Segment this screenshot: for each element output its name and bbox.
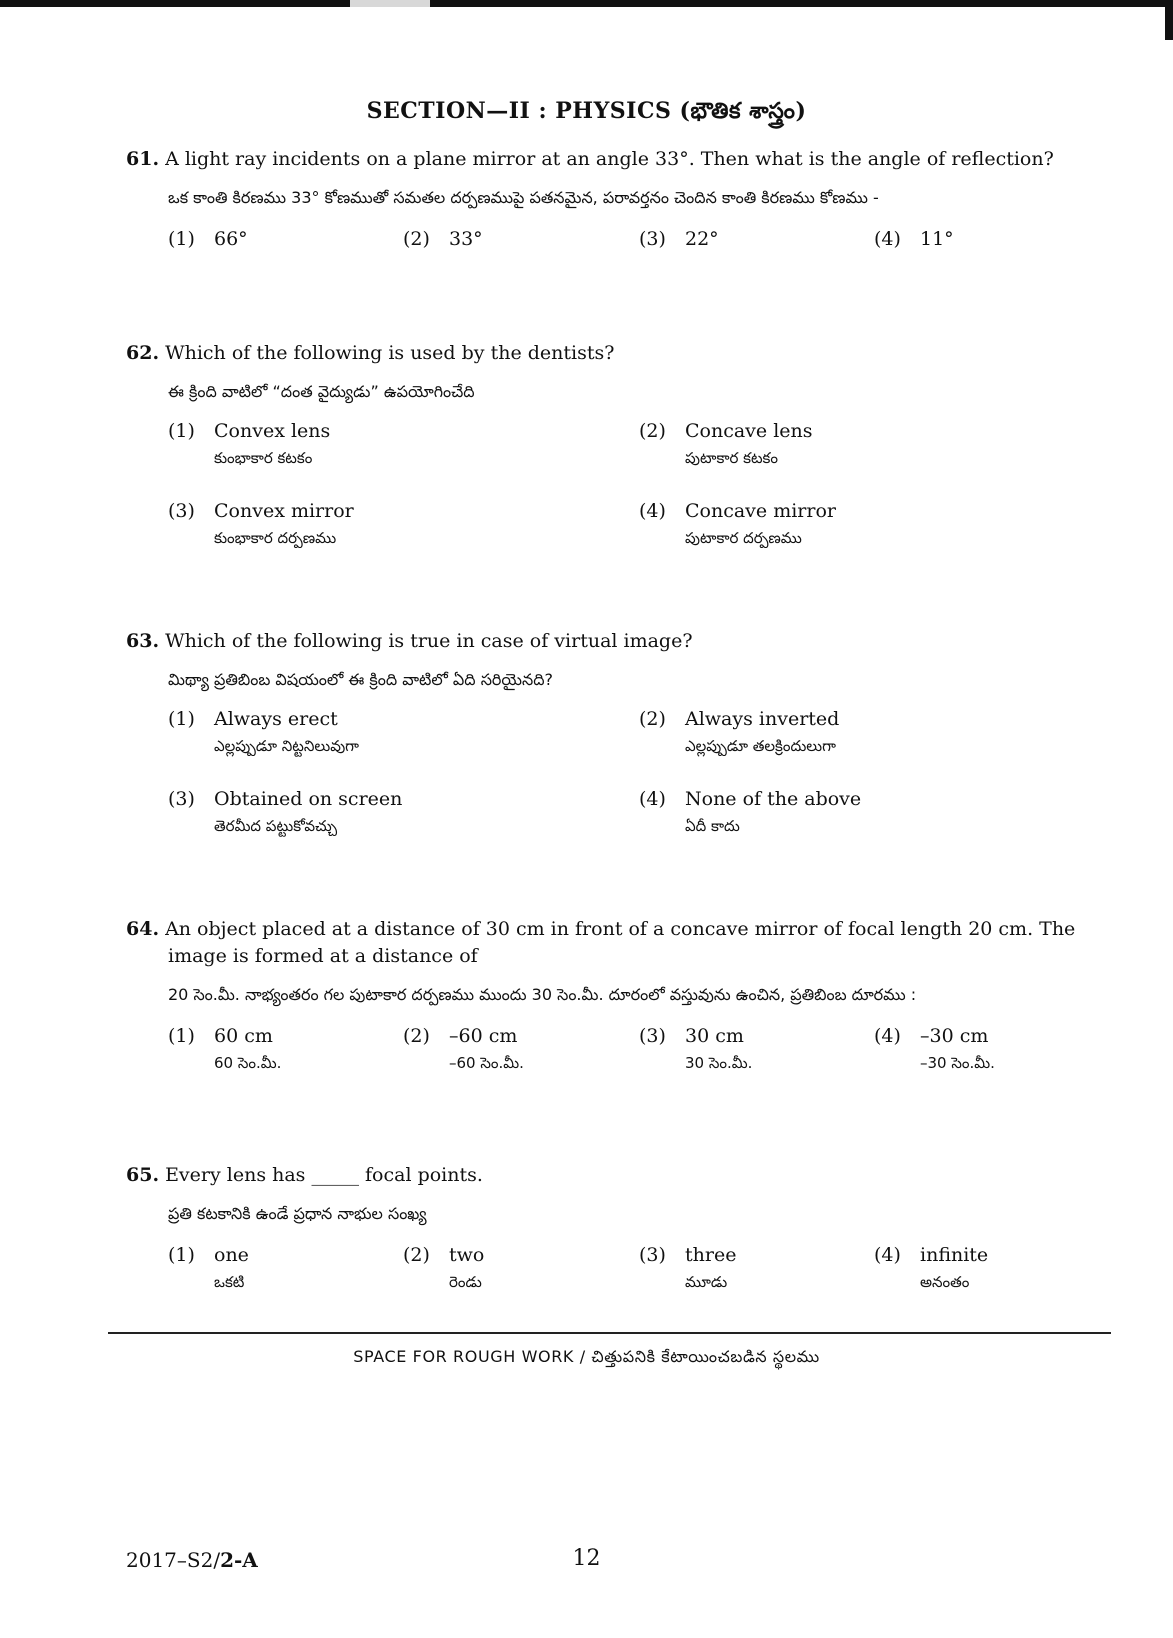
- option-text: 30 cm: [685, 1025, 744, 1047]
- options: [126, 705, 1116, 865]
- options: [126, 225, 1116, 259]
- option-number: (3): [168, 500, 195, 522]
- option-text: None of the above: [685, 788, 862, 810]
- option-number: (3): [639, 228, 666, 250]
- option-text: Concave mirror: [685, 500, 836, 522]
- option-number: (3): [639, 1025, 666, 1047]
- option-telugu: –30 సెం.మీ.: [920, 1054, 995, 1072]
- question-number: 63.: [126, 630, 160, 652]
- option-telugu: కుంభాకార కటకం: [214, 449, 313, 467]
- option-text: Convex mirror: [214, 500, 354, 522]
- option-number: (2): [403, 228, 430, 250]
- question-telugu: ఈ క్రింది వాటిలో “దంత వైద్యుడు” ఉపయోగించేది: [168, 382, 475, 401]
- option-text: 11°: [920, 228, 954, 250]
- scan-right-border: [1165, 0, 1173, 40]
- question-telugu: ప్రతి కటకానికి ఉండే ప్రధాన నాభుల సంఖ్య: [168, 1204, 427, 1223]
- paper-code-prefix: 2017–S2/: [126, 1548, 221, 1572]
- question-65: [126, 1162, 1116, 1301]
- option-telugu: కుంభాకార దర్పణము: [214, 529, 337, 547]
- option-number: (2): [639, 708, 666, 730]
- option-1: [168, 417, 330, 471]
- option-text: 33°: [449, 228, 483, 250]
- rough-work-label: SPACE FOR ROUGH WORK / చిత్తుపనికి కేటాయించబడిన స్థలము: [353, 1347, 820, 1366]
- option-3: [168, 785, 402, 839]
- options: [126, 1241, 1116, 1301]
- question-61: [126, 146, 1116, 259]
- option-4: [874, 225, 954, 253]
- option-telugu: అనంతం: [920, 1273, 970, 1291]
- options: [126, 417, 1116, 577]
- question-63: [126, 628, 1116, 865]
- rough-work-divider: [108, 1332, 1111, 1334]
- option-telugu: మూడు: [685, 1273, 728, 1291]
- option-number: (3): [639, 1244, 666, 1266]
- option-number: (4): [874, 1025, 901, 1047]
- option-telugu: 30 సెం.మీ.: [685, 1054, 753, 1072]
- option-number: (2): [639, 420, 666, 442]
- option-number: (3): [168, 788, 195, 810]
- question-62: [126, 340, 1116, 577]
- question-english: Every lens has _____ focal points.: [165, 1164, 483, 1186]
- option-2: [639, 705, 839, 759]
- option-4: [874, 1022, 995, 1076]
- option-telugu: ఒకటి: [214, 1273, 245, 1291]
- option-telugu: పుటాకార కటకం: [685, 449, 778, 467]
- option-3: [168, 497, 354, 551]
- option-1: [168, 1022, 281, 1076]
- option-number: (1): [168, 1025, 195, 1047]
- option-1: [168, 705, 359, 759]
- option-1: [168, 225, 248, 253]
- scan-top-border: [0, 0, 1173, 7]
- option-text: two: [449, 1244, 485, 1266]
- option-number: (4): [874, 228, 901, 250]
- option-number: (1): [168, 420, 195, 442]
- option-text: 22°: [685, 228, 719, 250]
- question-number: 61.: [126, 148, 160, 170]
- option-text: infinite: [920, 1244, 989, 1266]
- option-number: (1): [168, 228, 195, 250]
- option-2: [403, 225, 483, 253]
- question-english: A light ray incidents on a plane mirror at an angle 33°. Then what is the angle of reflection?: [165, 148, 1054, 170]
- option-text: Always erect: [214, 708, 338, 730]
- option-telugu: ఎల్లప్పుడూ నిట్టనిలువుగా: [214, 737, 359, 755]
- question-english: Which of the following is true in case of virtual image?: [165, 630, 693, 652]
- options-row: [126, 417, 1116, 497]
- option-telugu: 60 సెం.మీ.: [214, 1054, 282, 1072]
- option-4: [874, 1241, 988, 1295]
- options-row: [126, 785, 1116, 865]
- question-english: An object placed at a distance of 30 cm in front of a concave mirror of focal length 20 cm. The image is formed at a distance of: [165, 918, 1076, 967]
- question-text: [126, 916, 1116, 970]
- question-english: Which of the following is used by the dentists?: [165, 342, 615, 364]
- page-number: 12: [572, 1546, 601, 1571]
- paper-code-suffix: 2-A: [220, 1548, 258, 1572]
- option-text: Concave lens: [685, 420, 813, 442]
- option-number: (2): [403, 1244, 430, 1266]
- option-number: (1): [168, 708, 195, 730]
- question-64: [126, 916, 1116, 1082]
- option-telugu: ఏదీ కాదు: [685, 817, 740, 835]
- option-text: Obtained on screen: [214, 788, 403, 810]
- question-telugu: 20 సెం.మీ. నాభ్యంతరం గల పుటాకార దర్పణము ముందు 30 సెం.మీ. దూరంలో వస్తువును ఉంచిన, ప్రతిబింబ దూరము :: [168, 985, 917, 1004]
- option-4: [639, 785, 861, 839]
- option-3: [639, 1241, 736, 1295]
- option-2: [403, 1022, 524, 1076]
- option-text: –30 cm: [920, 1025, 989, 1047]
- option-3: [639, 225, 719, 253]
- option-number: (2): [403, 1025, 430, 1047]
- option-text: three: [685, 1244, 737, 1266]
- question-number: 65.: [126, 1164, 160, 1186]
- question-telugu: ఒక కాంతి కిరణము 33° కోణముతో సమతల దర్పణముపై పతనమైన, పరావర్తనం చెందిన కాంతి కిరణము కోణము -: [168, 188, 879, 207]
- option-3: [639, 1022, 752, 1076]
- question-text: [126, 340, 1116, 367]
- question-text: [126, 146, 1116, 173]
- section-title: SECTION—II : PHYSICS (భౌతిక శాస్త్రం): [366, 98, 807, 124]
- option-telugu: –60 సెం.మీ.: [449, 1054, 524, 1072]
- option-telugu: పుటాకార దర్పణము: [685, 529, 802, 547]
- option-text: 60 cm: [214, 1025, 273, 1047]
- option-number: (4): [639, 788, 666, 810]
- option-number: (4): [874, 1244, 901, 1266]
- question-text: [126, 1162, 1116, 1189]
- question-number: 62.: [126, 342, 160, 364]
- option-telugu: తెరమీద పట్టుకోవచ్చు: [214, 817, 338, 835]
- option-text: –60 cm: [449, 1025, 518, 1047]
- option-number: (4): [639, 500, 666, 522]
- options-row: [126, 705, 1116, 785]
- option-1: [168, 1241, 249, 1295]
- options: [126, 1022, 1116, 1082]
- options-row: [126, 497, 1116, 577]
- option-telugu: ఎల్లప్పుడూ తలక్రిందులుగా: [685, 737, 836, 755]
- scan-border-gap: [350, 0, 430, 7]
- option-text: 66°: [214, 228, 248, 250]
- question-telugu: మిథ్యా ప్రతిబింబ విషయంలో ఈ క్రింది వాటిలో ఏది సరియైనది?: [168, 670, 554, 689]
- option-text: one: [214, 1244, 249, 1266]
- question-text: [126, 628, 1116, 655]
- option-text: Convex lens: [214, 420, 331, 442]
- option-telugu: రెండు: [449, 1273, 482, 1291]
- option-2: [403, 1241, 484, 1295]
- option-2: [639, 417, 813, 471]
- question-number: 64.: [126, 918, 160, 940]
- option-4: [639, 497, 836, 551]
- option-text: Always inverted: [685, 708, 840, 730]
- option-number: (1): [168, 1244, 195, 1266]
